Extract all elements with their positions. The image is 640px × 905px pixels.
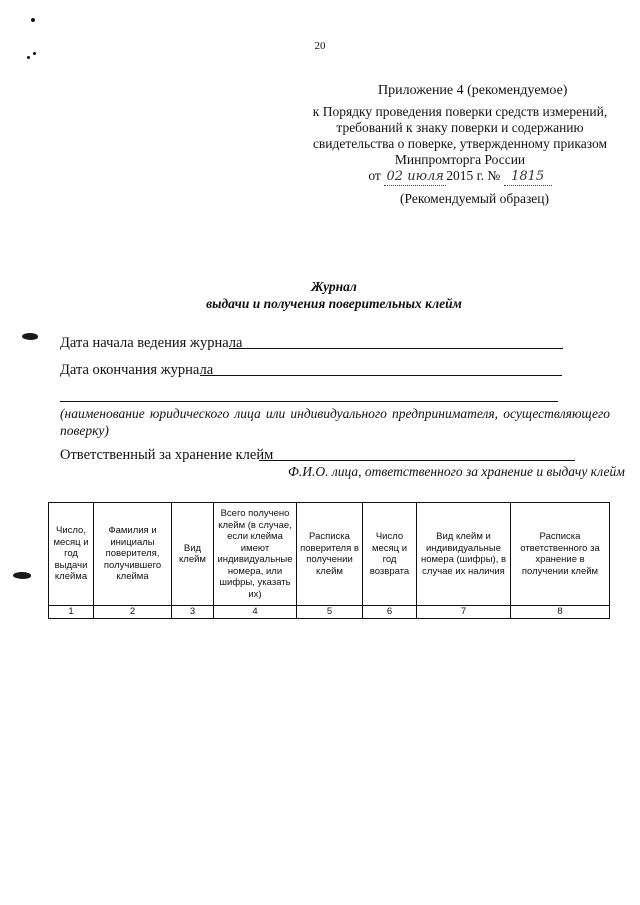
- handwritten-date: 02 июля: [384, 169, 446, 186]
- column-number-row: [49, 606, 610, 619]
- header-line: к Порядку проведения поверки средств измерений,: [312, 104, 608, 119]
- punch-hole-mark: [22, 333, 38, 340]
- journal-title-line1: Журнал: [311, 279, 357, 294]
- start-date-label: Дата начала ведения журнала: [60, 335, 243, 351]
- header-line: свидетельства о поверке, утвержденному приказом: [312, 136, 608, 151]
- col-header-stamp-type: Вид клейм: [172, 503, 214, 606]
- col-header-verifier-name: Фамилия и инициалы поверителя, получившего клейма: [94, 503, 172, 606]
- appendix-title: Приложение 4 (рекомендуемое): [378, 83, 568, 98]
- journal-title: [0, 278, 640, 312]
- column-number: 2: [94, 606, 172, 619]
- responsible-field[interactable]: [259, 460, 575, 461]
- sample-note: (Рекомендуемый образец): [400, 191, 549, 206]
- col-header-stamp-numbers: Вид клейм и индивидуальные номера (шифры), в случае их наличия: [417, 503, 511, 606]
- column-number: 1: [49, 606, 94, 619]
- appendix-reference: [300, 104, 620, 186]
- column-number: 4: [214, 606, 297, 619]
- journal-table: [48, 502, 610, 619]
- column-number: 7: [417, 606, 511, 619]
- scan-speck: [31, 18, 35, 22]
- journal-title-line2: выдачи и получения поверительных клейм: [206, 296, 462, 311]
- start-date-field[interactable]: [229, 348, 563, 349]
- scan-speck: [27, 56, 30, 59]
- col-header-issue-date: Число, месяц и год выдачи клейма: [49, 503, 94, 606]
- responsible-label: Ответственный за хранение клейм: [60, 447, 274, 463]
- column-number: 6: [363, 606, 417, 619]
- column-number: 5: [297, 606, 363, 619]
- col-header-total-received: Всего получено клейм (в случае, если клейма имеют индивидуальные номера, или шифры, указать их): [214, 503, 297, 606]
- handwritten-order-number: 1815: [504, 169, 552, 186]
- column-number: 3: [172, 606, 214, 619]
- fio-caption: Ф.И.О. лица, ответственного за хранение и выдачу клейм: [288, 464, 625, 479]
- header-line: требований к знаку поверки и содержанию: [336, 120, 584, 135]
- date-year: 2015 г. №: [446, 168, 501, 183]
- scan-speck: [33, 52, 36, 55]
- end-date-field[interactable]: [200, 375, 562, 376]
- order-date-line: [300, 168, 620, 186]
- punch-hole-mark: [13, 572, 31, 579]
- col-header-return-date: Число месяц и год возврата: [363, 503, 417, 606]
- page-number: 20: [314, 40, 326, 52]
- organization-name-field[interactable]: [60, 401, 558, 402]
- organization-caption: (наименование юридического лица или индивидуального предпринимателя, осуществляющего поверку): [60, 406, 610, 438]
- table-header-row: [49, 503, 610, 606]
- header-line: Минпромторга России: [394, 152, 526, 167]
- date-prefix: от: [368, 168, 381, 183]
- col-header-verifier-signature: Расписка поверителя в получении клейм: [297, 503, 363, 606]
- end-date-label: Дата окончания журнала: [60, 362, 214, 378]
- col-header-custodian-signature: Расписка ответственного за хранение в получении клейм: [511, 503, 610, 606]
- column-number: 8: [511, 606, 610, 619]
